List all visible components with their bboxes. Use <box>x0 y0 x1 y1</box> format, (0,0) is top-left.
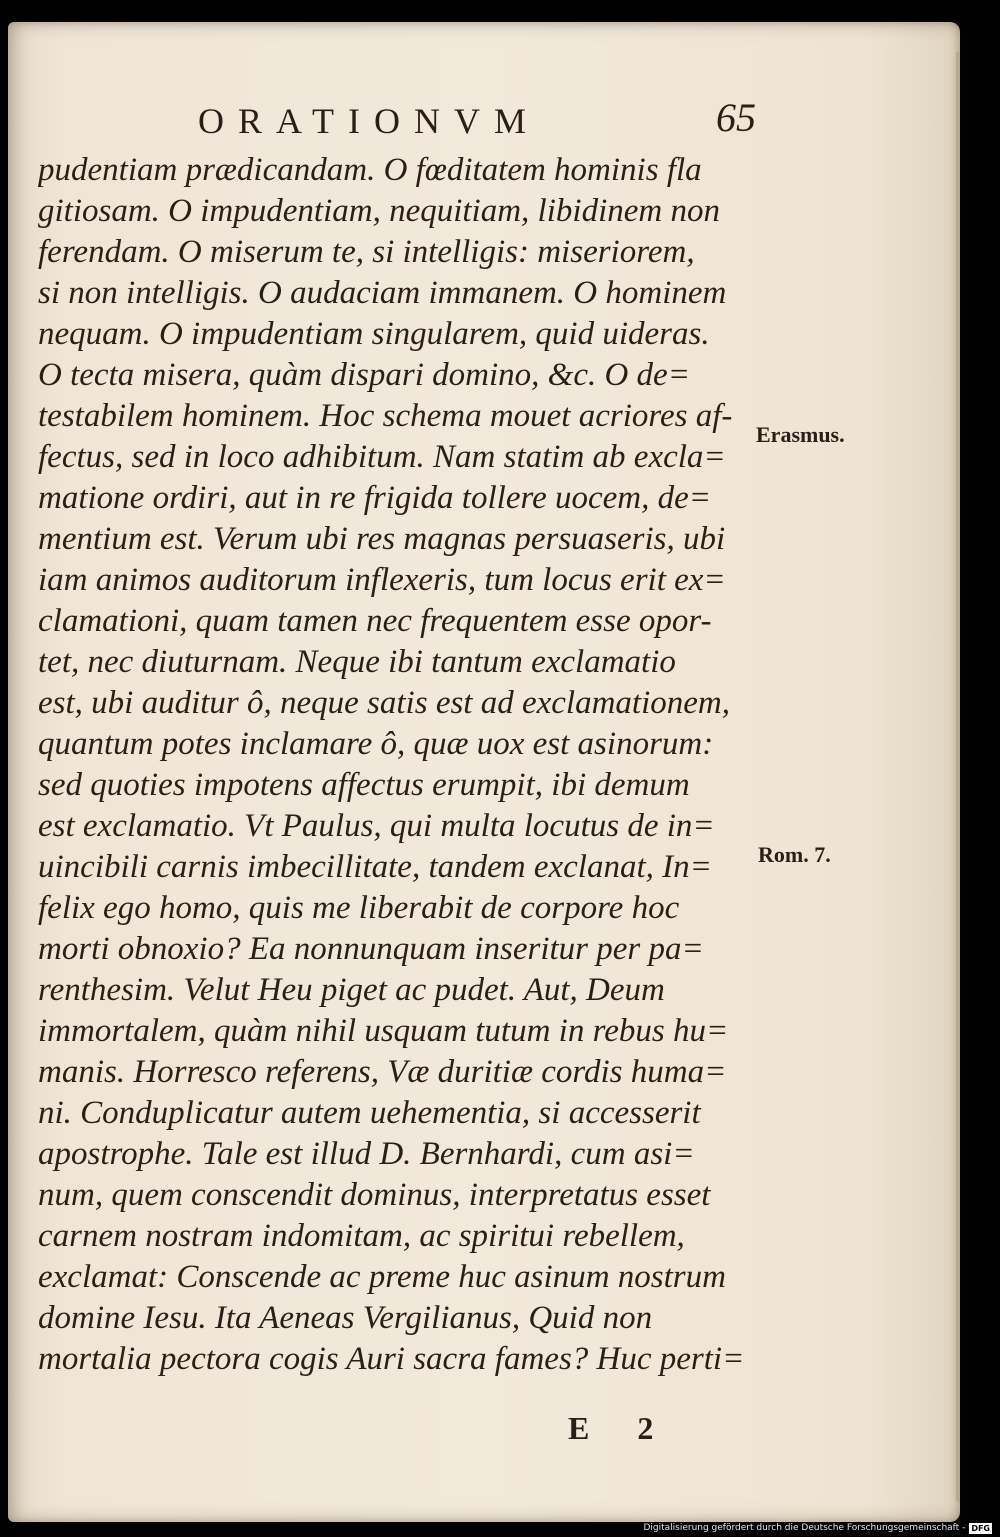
page-number: 65 <box>716 95 756 140</box>
text-line: num, quem conscendit dominus, interpretatus esset <box>38 1177 711 1213</box>
text-line: nequam. O impudentiam singularem, quid uideras. <box>38 316 710 352</box>
book-page <box>8 22 960 1522</box>
text-line: clamationi, quam tamen nec frequentem esse opor- <box>38 603 712 639</box>
running-head: ORATIONVM <box>198 101 540 141</box>
dfg-logo-icon: DFG <box>971 1523 990 1533</box>
text-line: domine Iesu. Ita Aeneas Vergilianus, Quid non <box>38 1300 653 1336</box>
text-line: apostrophe. Tale est illud D. Bernhardi, cum asi= <box>38 1136 695 1172</box>
margin-note-erasmus: Erasmus. <box>756 422 845 447</box>
text-line: si non intelligis. O audaciam immanem. O hominem <box>38 275 727 311</box>
text-line: morti obnoxio? Ea nonnunquam inseritur per pa= <box>38 931 704 967</box>
text-line: matione ordiri, aut in re frigida tollere uocem, de= <box>38 480 712 516</box>
text-line: felix ego homo, quis me liberabit de corpore hoc <box>38 890 680 926</box>
text-line: pudentiam prædicandam. O fœditatem hominis fla <box>38 152 702 188</box>
footer-credit: Digitalisierung gefördert durch die Deutsche Forschungsgemeinschaft - <box>643 1523 966 1533</box>
text-line: uincibili carnis imbecillitate, tandem exclanat, In= <box>38 849 712 885</box>
text-line: sed quoties impotens affectus erumpit, ibi demum <box>38 767 690 803</box>
text-line: renthesim. Velut Heu piget ac pudet. Aut, Deum <box>38 972 665 1008</box>
text-line: testabilem hominem. Hoc schema mouet acriores af- <box>38 398 733 434</box>
body-text <box>38 150 778 1380</box>
page-edge <box>956 52 960 1502</box>
text-line: ferendam. O miserum te, si intelligis: miseriorem, <box>38 234 695 270</box>
text-line: ni. Conduplicatur autem uehementia, si accesserit <box>38 1095 701 1131</box>
text-line: fectus, sed in loco adhibitum. Nam statim ab excla= <box>38 439 726 475</box>
text-line: gitiosam. O impudentiam, nequitiam, libidinem non <box>38 193 720 229</box>
digitization-footer <box>643 1521 992 1535</box>
text-line: carnem nostram indomitam, ac spiritui rebellem, <box>38 1218 685 1254</box>
text-line: iam animos auditorum inflexeris, tum locus erit ex= <box>38 562 726 598</box>
text-line: mentium est. Verum ubi res magnas persuaseris, ubi <box>38 521 726 557</box>
text-line: exclamat: Conscende ac preme huc asinum nostrum <box>38 1259 726 1295</box>
signature-mark: E 2 <box>568 1410 674 1446</box>
text-line: immortalem, quàm nihil usquam tutum in rebus hu= <box>38 1013 729 1049</box>
text-line: quantum potes inclamare ô, quæ uox est asinorum: <box>38 726 714 762</box>
text-line: est exclamatio. Vt Paulus, qui multa locutus de in= <box>38 808 715 844</box>
text-line: tet, nec diuturnam. Neque ibi tantum exclamatio <box>38 644 676 680</box>
text-line: est, ubi auditur ô, neque satis est ad exclamationem, <box>38 685 730 721</box>
margin-note-rom: Rom. 7. <box>758 842 831 867</box>
text-line: manis. Horresco referens, Væ duritiæ cordis huma= <box>38 1054 727 1090</box>
text-line: mortalia pectora cogis Auri sacra fames? Huc perti= <box>38 1341 745 1377</box>
text-line: O tecta misera, quàm dispari domino, &c. O de= <box>38 357 690 393</box>
